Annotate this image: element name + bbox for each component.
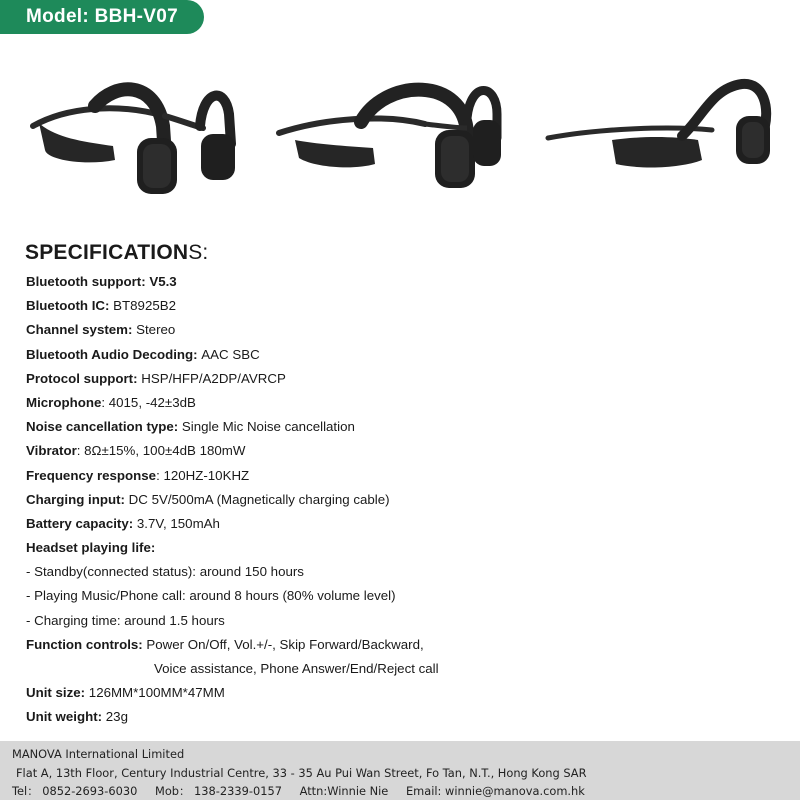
spec-bluetooth-support: Bluetooth support: V5.3 [26, 274, 177, 289]
spec-playing-life: Headset playing life: [26, 540, 156, 556]
footer-tel: Tel： 0852-2693-6030 [12, 784, 138, 798]
spec-noise-cancellation: Noise cancellation type: Single Mic Noise cancellation [26, 419, 355, 435]
spec-list [26, 270, 786, 730]
spec-function-controls: Function controls: Power On/Off, Vol.+/-, Skip Forward/Backward, [26, 636, 424, 652]
spec-channel-system: Channel system: Stereo [26, 322, 176, 338]
spec-standby: - Standby(connected status): around 150 hours [26, 564, 304, 580]
footer-company: MANOVA International Limited [12, 747, 185, 761]
spec-unit-weight: Unit weight: 23g [26, 709, 128, 725]
footer-attn: Attn:Winnie Nie [299, 784, 389, 798]
heading-tail: S: [188, 241, 209, 264]
spec-audio-decoding: Bluetooth Audio Decoding: AAC SBC [26, 346, 260, 362]
spec-frequency-response: Frequency response: 120HZ-10KHZ [26, 467, 250, 483]
spec-unit-size: Unit size: 126MM*100MM*47MM [26, 685, 225, 701]
spec-vibrator: Vibrator: 8Ω±15%, 100±4dB 180mW [26, 443, 246, 459]
spec-charging-input: Charging input: DC 5V/500mA (Magnetically charging cable) [26, 491, 390, 507]
specifications-heading [25, 241, 208, 265]
spec-charging-time: - Charging time: around 1.5 hours [26, 612, 225, 628]
spec-playing-music: - Playing Music/Phone call: around 8 hours (80% volume level) [26, 588, 396, 604]
footer-mob: Mob： 138-2339-0157 [155, 784, 282, 798]
model-tag: Model: BBH-V07 [0, 0, 204, 34]
heading-main: SPECIFICATION [25, 241, 189, 264]
spec-microphone: Microphone: 4015, -42±3dB [26, 394, 196, 410]
company-footer [0, 741, 800, 800]
headset-image-side [542, 78, 774, 198]
headset-image-front [25, 78, 240, 198]
product-images [0, 70, 800, 210]
footer-contact [12, 783, 599, 799]
footer-address: Flat A, 13th Floor, Century Industrial Centre, 33 - 35 Au Pui Wan Street, Fo Tan, N.T., Hong Kong SAR [16, 766, 587, 780]
headset-image-angle [275, 78, 505, 198]
footer-email: Email: winnie@manova.com.hk [405, 784, 585, 798]
spec-bluetooth-ic: Bluetooth IC: BT8925B2 [26, 298, 176, 314]
spec-function-controls-cont: Voice assistance, Phone Answer/End/Reject call [154, 661, 439, 676]
spec-battery-capacity: Battery capacity: 3.7V, 150mAh [26, 515, 220, 531]
spec-protocol-support: Protocol support: HSP/HFP/A2DP/AVRCP [26, 370, 286, 386]
